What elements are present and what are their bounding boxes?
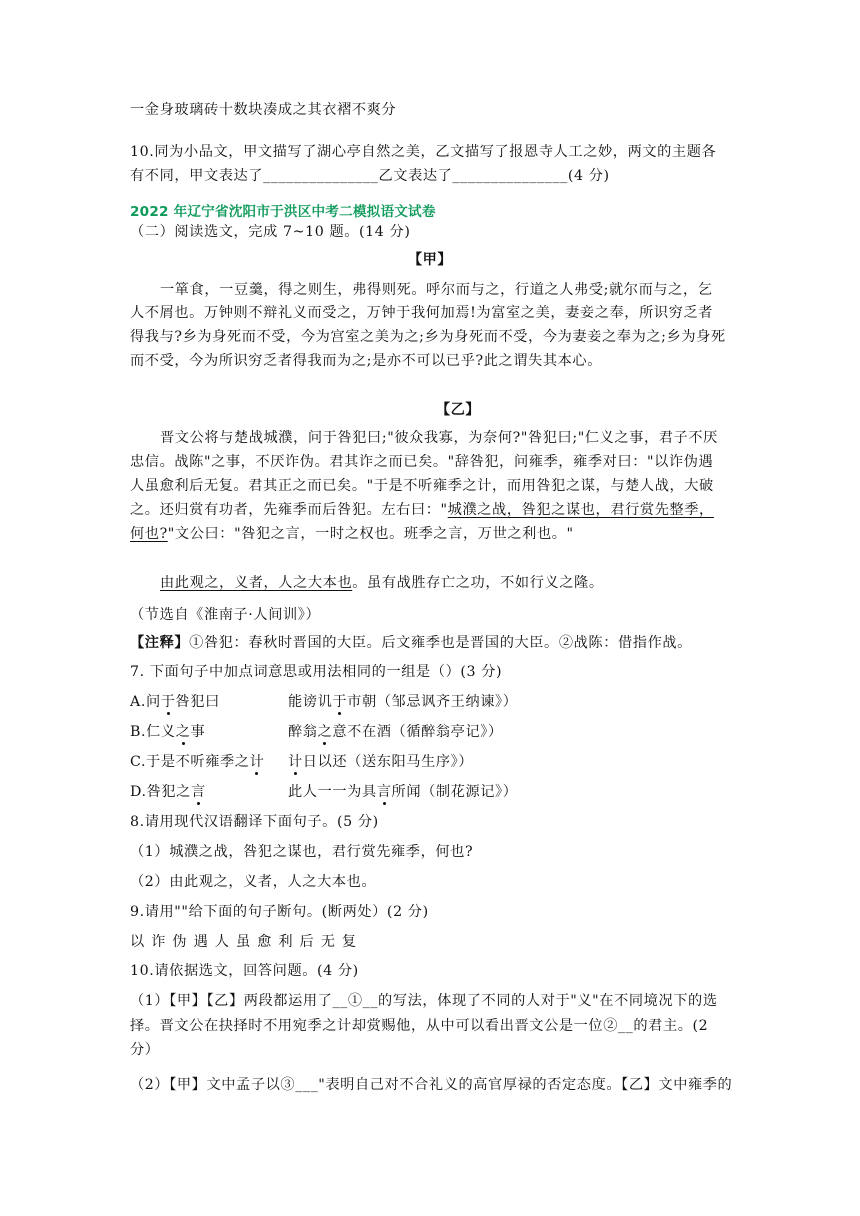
passage-a-label: 【甲】	[407, 252, 453, 268]
question-8: 8.请用现代汉语翻译下面句子。(5 分)	[130, 814, 379, 830]
question-10-item-2: （2）【甲】文中孟子以③___"表明自己对不合礼义的高官厚禄的否定态度。【乙】文中雍季的	[130, 1077, 733, 1093]
passage-b-line: 忠信。战陈"之事，不厌诈伪。君其诈之而已矣。"辞咎犯，问雍季，雍季对曰："以诈伪遇	[130, 454, 714, 470]
passage-a-line: 一箪食，一豆羹，得之则生，弗得则死。呼尔而与之，行道之人弗受;就尔而与之，乞	[160, 282, 713, 298]
underlined-sentence: 由此观之，义者，人之大本也	[160, 575, 353, 591]
underlined-sentence: 城濮之战，咎犯之谋也，君行赏先整季，	[447, 502, 714, 518]
exam-title: 2022 年辽宁省沈阳市于洪区中考二模拟语文试卷	[130, 204, 436, 220]
passage-b-line: 人虽愈利后无复。君其正之而已矣。"于是不听雍季之计，而用咎犯之谋，与楚人战，大破	[130, 478, 714, 494]
question-7: 7. 下面句子中加点词意思或用法相同的一组是（）(3 分)	[130, 664, 503, 680]
passage-a-line: 人不屑也。万钟则不辩礼义而受之，万钟于我何加焉!为富室之美，妻妾之奉，所识穷乏者	[130, 305, 714, 321]
question-10-item-1-cont: 择。晋文公在抉择时不用宛季之计却赏赐他，从中可以看出晋文公是一位②__的君主。(2	[130, 1018, 709, 1034]
question-9-sentence: 以诈伪遇人虽愈利后无复	[130, 934, 364, 950]
passage-a-line: 而不受，今为所识穷乏者得我而为之;是亦不可以已乎?此之谓失其本心。	[130, 353, 603, 369]
question-8-item-1: （1）城濮之战，咎犯之谋也，君行赏先雍季，何也?	[130, 844, 474, 860]
question-9: 9.请用""给下面的句子断句。(断两处）(2 分)	[130, 904, 429, 920]
question-10-item-1-cont: 分）	[130, 1042, 160, 1058]
passage-b-line: 由此观之，义者，人之大本也。虽有战胜存亡之功，不如行义之隆。	[160, 575, 604, 591]
section-heading: （二）阅读选文，完成 7~10 题。(14 分)	[130, 224, 411, 240]
question-8-item-2: （2）由此观之，义者，人之大本也。	[130, 874, 377, 890]
passage-b-line: 何也?"文公曰："咎犯之言，一时之权也。班季之言，万世之利也。"	[130, 526, 574, 542]
text-line: 一金身玻璃砖十数块凑成之其衣褶不爽分	[130, 102, 397, 118]
question-7-option-b: B.仁义之事 醉翁之意不在酒（循醉翁亭记》）	[130, 724, 503, 740]
passage-b-line: 之。还归赏有功者，先雍季而后咎犯。左右曰："城濮之战，咎犯之谋也，君行赏先整季，	[130, 502, 714, 518]
passage-b-label: 【乙】	[435, 402, 481, 418]
question-7-option-d: D.咎犯之言 此人一一为具言所闻（制花源记》）	[130, 784, 518, 800]
source-note: （节选自《淮南子·人间训》）	[130, 607, 321, 623]
question-10: 10.请依据选文，回答问题。(4 分)	[130, 963, 359, 979]
underlined-sentence: 何也?	[130, 526, 168, 542]
question-7-option-a: A.问于咎犯曰 能谤讥于市朝（邹忌讽齐王纳谏》）	[130, 694, 518, 710]
question-10-prev: 10.同为小品文，甲文描写了湖心亭自然之美，乙文描写了报恩寺人工之妙，两文的主题各	[130, 144, 717, 160]
passage-a-line: 得我与?乡为身死而不受，今为宫室之美为之;乡为身死而不受，今为妻妾之奉为之;乡为身死	[130, 329, 726, 345]
question-10-prev-cont: 有不同，甲文表达了_______________乙文表达了_______________(4 分)	[130, 168, 610, 184]
question-10-item-1: （1）【甲】【乙】两段都运用了__①__的写法，体现了不同的人对于"义"在不同境况下的选	[130, 993, 718, 1009]
passage-b-line: 晋文公将与楚战城濮，问于咎犯曰;"彼众我寡，为奈何?"咎犯曰;"仁义之事，君子不厌	[160, 430, 718, 446]
annotation: 【注释】①咎犯：春秋时晋国的大臣。后文雍季也是晋国的大臣。②战陈：借指作战。	[130, 635, 692, 651]
question-7-option-c: C.于是不听雍季之计 计日以还（送东阳马生序》）	[130, 754, 474, 770]
